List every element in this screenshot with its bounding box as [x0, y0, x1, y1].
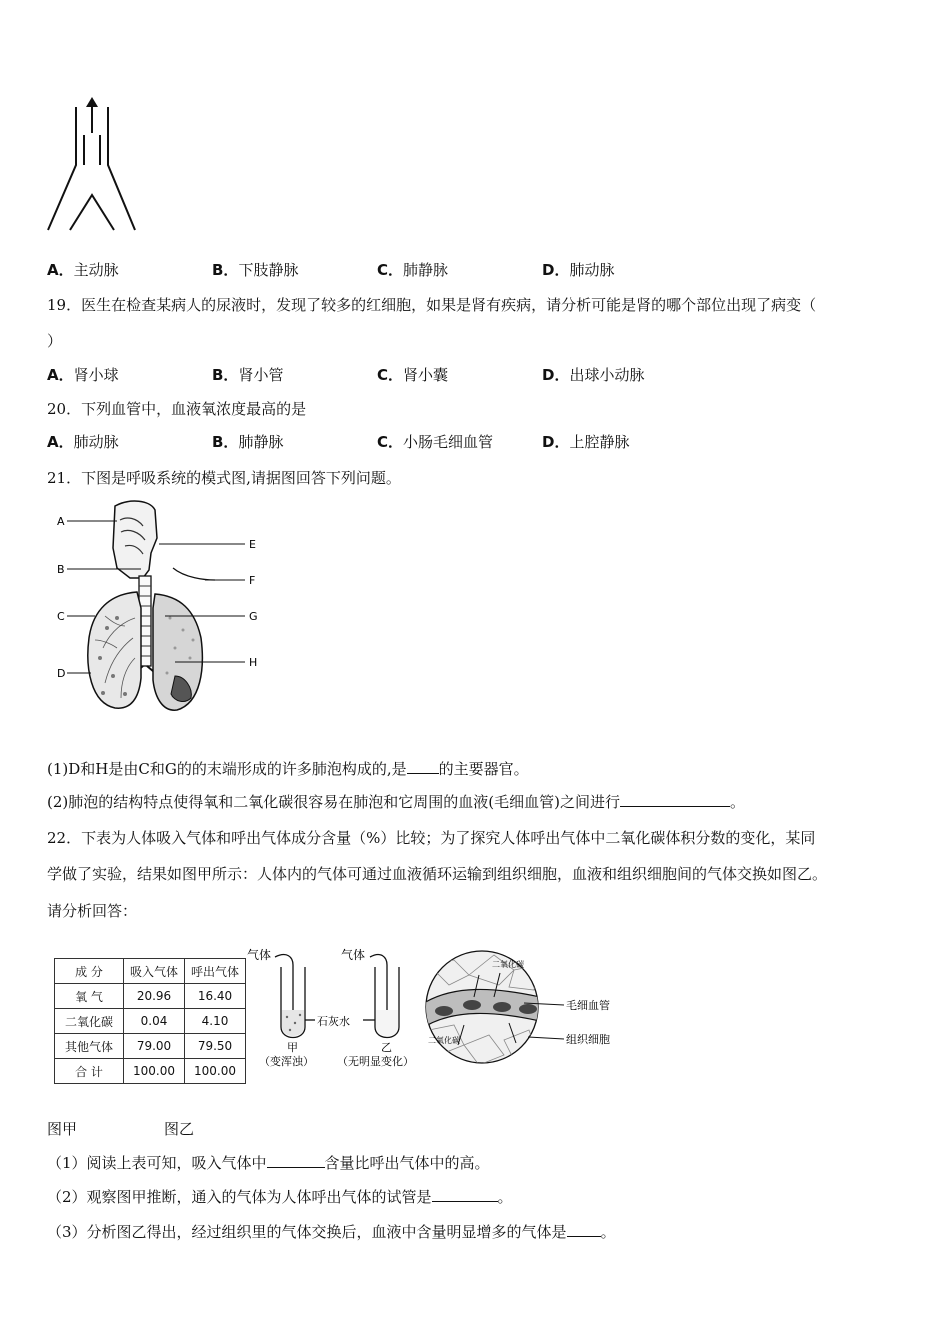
- tube-a-label: 甲: [287, 1041, 298, 1054]
- q18-option-d[interactable]: D．肺动脉: [542, 261, 615, 279]
- table-row: 氧 气 20.96 16.40: [55, 984, 246, 1009]
- table-header: 吸入气体: [124, 959, 185, 984]
- label-h: H: [249, 656, 258, 669]
- q22-sub2-answer-blank[interactable]: [432, 1187, 498, 1202]
- q19-option-d[interactable]: D．出球小动脉: [542, 366, 645, 384]
- tissue-exchange-diagram: [424, 945, 634, 1070]
- q18-option-c[interactable]: C．肺静脉: [377, 261, 449, 279]
- respiratory-diagram: [55, 498, 270, 720]
- q18-option-a[interactable]: A．主动脉: [47, 261, 119, 279]
- table-row: 其他气体 79.00 79.50: [55, 1034, 246, 1059]
- q20-option-b[interactable]: B．肺静脉: [212, 433, 284, 451]
- test-tube-diagram: [245, 945, 425, 1070]
- q22-sub3: （3）分析图乙得出，经过组织里的气体交换后，血液中含量明显增多的气体是 。: [47, 1223, 616, 1241]
- gas-label-b: 气体: [341, 948, 366, 962]
- q21-sub2-answer-blank[interactable]: [620, 792, 730, 807]
- q19-question: 19．医生在检查某病人的尿液时，发现了较多的红细胞，如果是肾有疾病，请分析可能是肾的哪个部位出现了病变（: [47, 296, 817, 314]
- tube-b-label: 乙: [381, 1041, 392, 1054]
- q19-question-cont: ）: [47, 332, 63, 350]
- label-a: A: [57, 515, 65, 528]
- table-row: 合 计 100.00 100.00: [55, 1059, 246, 1084]
- q19-option-a[interactable]: A．肾小球: [47, 366, 119, 384]
- q21-question: 21．下图是呼吸系统的模式图,请据图回答下列问题。: [47, 469, 401, 487]
- table-header-row: [55, 959, 246, 984]
- label-b: B: [57, 563, 65, 576]
- co2-label-top: 二氧化碳: [492, 960, 524, 969]
- table-row: 二氧化碳 0.04 4.10: [55, 1009, 246, 1034]
- gas-composition-table: [54, 958, 246, 1084]
- q22-sub3-answer-blank[interactable]: [567, 1222, 601, 1237]
- tube-a-note: （变浑浊）: [259, 1055, 314, 1068]
- q18-option-b[interactable]: B．下肢静脉: [212, 261, 299, 279]
- q22-question-line2: 学做了实验，结果如图甲所示：人体内的气体可通过血液循环运输到组织细胞，血液和组织细胞间的气体交换如图乙。: [47, 865, 828, 883]
- q20-option-c[interactable]: C．小肠毛细血管: [377, 433, 494, 451]
- gas-label-a: 气体: [247, 948, 272, 962]
- q20-option-a[interactable]: A．肺动脉: [47, 433, 119, 451]
- tissue-cell-label: 组织细胞: [566, 1033, 610, 1046]
- fig-b-caption: 图乙: [164, 1120, 195, 1138]
- q21-sub1-answer-blank[interactable]: [407, 759, 439, 774]
- fig-a-caption: 图甲: [47, 1120, 78, 1138]
- q22-question-line1: 22．下表为人体吸入气体和呼出气体成分含量（%）比较；为了探究人体呼出气体中二氧化碳体积分数的变化，某同: [47, 829, 816, 847]
- q19-option-b[interactable]: B．肾小管: [212, 366, 284, 384]
- q22-question-line3: 请分析回答：: [47, 902, 138, 920]
- table-header: 成 分: [55, 959, 124, 984]
- label-c: C: [57, 610, 65, 623]
- q22-sub1: （1）阅读上表可知，吸入气体中 含量比呼出气体中的高。: [47, 1154, 490, 1172]
- q22-sub1-answer-blank[interactable]: [267, 1153, 325, 1168]
- label-e: E: [249, 538, 256, 551]
- q21-sub1: (1)D和H是由C和G的的末端形成的许多肺泡构成的,是 的主要器官。: [47, 760, 529, 778]
- q20-option-d[interactable]: D．上腔静脉: [542, 433, 630, 451]
- q20-question: 20．下列血管中，血液氧浓度最高的是: [47, 400, 307, 418]
- limewater-label: 石灰水: [317, 1015, 350, 1028]
- label-f: F: [249, 574, 256, 587]
- q19-option-c[interactable]: C．肾小囊: [377, 366, 449, 384]
- co2-label-bottom: 二氧化碳: [428, 1036, 460, 1045]
- table-header: 呼出气体: [185, 959, 246, 984]
- q22-sub2: （2）观察图甲推断，通入的气体为人体呼出气体的试管是 。: [47, 1188, 513, 1206]
- label-d: D: [57, 667, 66, 680]
- label-g: G: [249, 610, 258, 623]
- tube-b-note: （无明显变化）: [337, 1055, 414, 1068]
- vessel-diagram: [40, 95, 140, 235]
- q21-sub2: (2)肺泡的结构特点使得氧和二氧化碳很容易在肺泡和它周围的血液(毛细血管)之间进行 。: [47, 793, 745, 811]
- capillary-label: 毛细血管: [566, 999, 610, 1012]
